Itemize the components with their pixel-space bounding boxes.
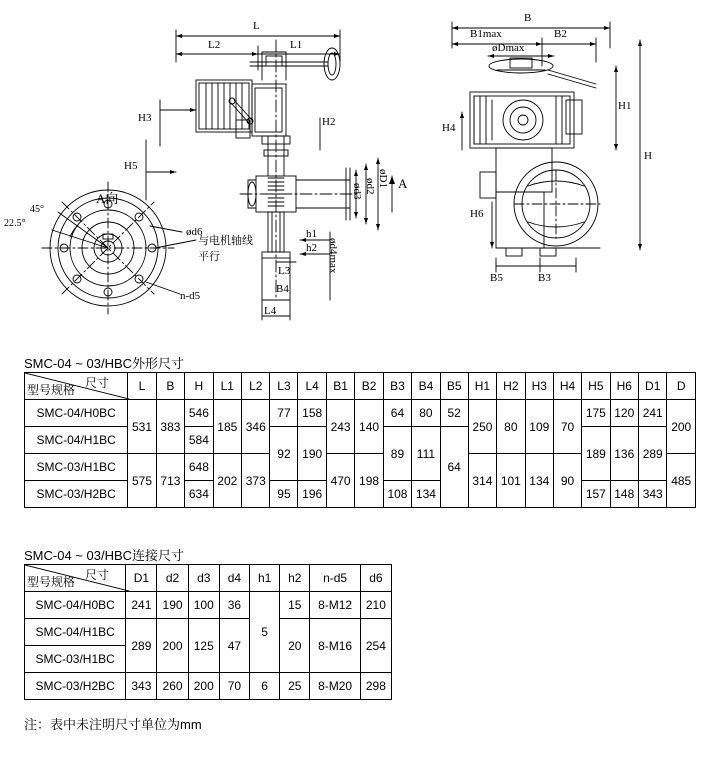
table1-col-header-H2: H2 [497,373,525,400]
connection-dimensions-table [24,564,392,700]
drawing-area [0,0,718,345]
label-parallel-motor-axis: 与电机轴线 [198,235,253,247]
table2-cell-d6: 254 [360,619,391,673]
table2-cell-h1: 5 [250,592,280,673]
table1-col-header-H: H [185,373,213,400]
label-B1max: B1max [470,28,502,40]
table2-col-header-h2: h2 [280,565,310,592]
drawing-svg [0,0,718,345]
table1-cell-H: 648 [185,454,213,481]
table1-col-header-B: B [156,373,184,400]
table1-col-header-D: D [667,373,696,400]
label-h1: h1 [306,228,317,240]
footnote: 注：表中未注明尺寸单位为mm [24,717,202,732]
table1-cell-D: 200 [667,400,696,454]
table1-model-cell: SMC-03/H1BC [25,454,128,481]
table1-cell-H: 584 [185,427,213,454]
label-22-5-deg: 22.5° [4,218,26,229]
label-45-deg: 45° [30,204,44,215]
label-B5: B5 [490,272,503,284]
label-d6: ød6 [186,226,203,238]
table2-cell-D1: 289 [126,619,157,673]
table-row [25,592,392,619]
label-B4: B4 [276,283,289,295]
label-B: B [524,12,532,24]
table1-cell-B5: 52 [440,400,468,427]
label-H4: H4 [442,122,456,134]
table1-cell-L4: 190 [298,427,326,481]
table1-cell-H3: 109 [525,400,553,454]
table2-col-header-d6: d6 [360,565,391,592]
table2-title: SMC-04 ~ 03/HBC连接尺寸 [24,548,185,563]
table2-model-cell: SMC-03/H2BC [25,673,126,700]
table1-col-header-H3: H3 [525,373,553,400]
table1-cell-H3: 134 [525,454,553,508]
table1-cell-H2: 101 [497,454,525,508]
table1-cell-H1: 314 [468,454,496,508]
label-n-d5: n-d5 [180,290,201,302]
label-d4max: ød4max [327,238,339,274]
label-H2: H2 [322,116,336,128]
table1-cell-H5: 189 [582,427,610,481]
outline-dimensions-table [24,372,696,508]
table2-corner-cell: 尺寸 型号规格 [25,565,126,592]
label-L3: L3 [278,265,291,277]
table2-col-header-d4: d4 [219,565,249,592]
table1-cell-B5: 64 [440,427,468,508]
table1-col-header-H6: H6 [610,373,638,400]
table2-col-header-D1: D1 [126,565,157,592]
label-D1: øD1 [377,169,389,188]
table1-cell-L4: 196 [298,481,326,508]
table2-cell-h2: 25 [280,673,310,700]
table1-cell-H6: 136 [610,427,638,481]
label-H6: H6 [470,208,484,220]
table1-cell-B3: 89 [383,427,411,481]
table1-cell-L3: 95 [270,481,298,508]
table1-cell-D1: 241 [638,400,666,427]
table1-cell-B3: 64 [383,400,411,427]
label-section-a: A向 [96,191,119,206]
table1-col-header-B1: B1 [326,373,354,400]
table1-cell-L: 575 [128,454,156,508]
label-L1: L1 [290,39,303,51]
table2-cell-n-d5: 8-M16 [310,619,360,673]
table1-col-header-L3: L3 [270,373,298,400]
table1-cell-L1: 185 [213,400,241,454]
table2-cell-h1: 6 [250,673,280,700]
table1-col-header-H1: H1 [468,373,496,400]
table1-cell-D1: 289 [638,427,666,481]
table2-cell-h2: 15 [280,592,310,619]
table2-cell-D1: 241 [126,592,157,619]
label-H: H [644,150,652,162]
label-d3: ød3 [351,183,363,200]
table2-model-cell: SMC-03/H1BC [25,646,126,673]
table1-col-header-B3: B3 [383,373,411,400]
table1-cell-B3: 108 [383,481,411,508]
table1-header-row [25,373,696,400]
table1-cell-L2: 346 [242,400,270,454]
table1-cell-D: 485 [667,454,696,508]
table1-cell-B1: 470 [326,454,354,508]
table1-cell-H1: 250 [468,400,496,454]
table1-col-header-L: L [128,373,156,400]
table1-cell-H4: 70 [554,400,582,454]
table2-col-header-h1: h1 [250,565,280,592]
table1-col-header-H4: H4 [554,373,582,400]
table1-col-header-L1: L1 [213,373,241,400]
table1-cell-D1: 343 [638,481,666,508]
corner-model-label: 型号规格 [27,383,76,397]
corner-size-label: 尺寸 [85,376,110,390]
table1-cell-B4: 80 [412,400,440,427]
table2-cell-D1: 343 [126,673,157,700]
table1-cell-L4: 158 [298,400,326,427]
table1-cell-B1: 243 [326,400,354,454]
table2-cell-d3: 100 [188,592,219,619]
table-row [25,619,392,646]
label-L2: L2 [208,39,221,51]
table2-cell-d2: 260 [157,673,188,700]
table1-model-cell: SMC-04/H1BC [25,427,128,454]
table1-cell-H: 634 [185,481,213,508]
table1-corner-cell [25,373,128,400]
label-A-arrow: A [398,176,408,191]
table1-cell-B4: 134 [412,481,440,508]
table2-cell-d6: 210 [360,592,391,619]
table1-cell-H5: 157 [582,481,610,508]
label-H3: H3 [138,112,152,124]
label-L: L [253,20,260,32]
label-Dmax: øDmax [492,42,525,54]
table1-col-header-B5: B5 [440,373,468,400]
table2-cell-d4: 70 [219,673,249,700]
table2-col-header-d3: d3 [188,565,219,592]
label-H1: H1 [618,100,632,112]
table1-cell-B: 383 [156,400,184,454]
label-d2: ød2 [364,178,376,195]
table1-cell-L1: 202 [213,454,241,508]
table1-col-header-D1: D1 [638,373,666,400]
table2-cell-d4: 36 [219,592,249,619]
table2-col-header-n-d5: n-d5 [310,565,360,592]
label-B3: B3 [538,272,551,284]
table1-col-header-L2: L2 [242,373,270,400]
table1-model-cell: SMC-03/H2BC [25,481,128,508]
table1-cell-L2: 373 [242,454,270,508]
table1-col-header-B2: B2 [355,373,383,400]
table-row [25,400,696,427]
table2-cell-d3: 125 [188,619,219,673]
label-L4: L4 [264,305,277,317]
table1-cell-H6: 148 [610,481,638,508]
table2-cell-d3: 200 [188,673,219,700]
table2-cell-d4: 47 [219,619,249,673]
table-row [25,673,392,700]
table1-cell-B2: 140 [355,400,383,454]
table2-col-header-d2: d2 [157,565,188,592]
label-parallel: 平行 [198,251,220,263]
label-H5: H5 [124,160,138,172]
table1-cell-H6: 120 [610,400,638,427]
label-h2: h2 [306,242,317,254]
table1-cell-H2: 80 [497,400,525,454]
table1-model-cell: SMC-04/H0BC [25,400,128,427]
table1-col-header-L4: L4 [298,373,326,400]
table1-cell-H4: 90 [554,454,582,508]
table2-model-cell: SMC-04/H0BC [25,592,126,619]
table1-cell-L: 531 [128,400,156,454]
label-B2: B2 [554,28,567,40]
table2-model-cell: SMC-04/H1BC [25,619,126,646]
table1-col-header-H5: H5 [582,373,610,400]
table2-header-row [25,565,392,592]
table1-cell-H5: 175 [582,400,610,427]
table1-cell-B: 713 [156,454,184,508]
table2-cell-n-d5: 8-M12 [310,592,360,619]
table2-cell-d2: 190 [157,592,188,619]
table2-cell-d2: 200 [157,619,188,673]
table1-cell-B2: 198 [355,454,383,508]
table1-col-header-B4: B4 [412,373,440,400]
table2-cell-d6: 298 [360,673,391,700]
table1-cell-L3: 92 [270,427,298,481]
table1-cell-H: 546 [185,400,213,427]
table1-title: SMC-04 ~ 03/HBC外形尺寸 [24,356,185,371]
table2-cell-h2: 20 [280,619,310,673]
table1-cell-B4: 111 [412,427,440,481]
table2-cell-n-d5: 8-M20 [310,673,360,700]
table1-cell-L3: 77 [270,400,298,427]
